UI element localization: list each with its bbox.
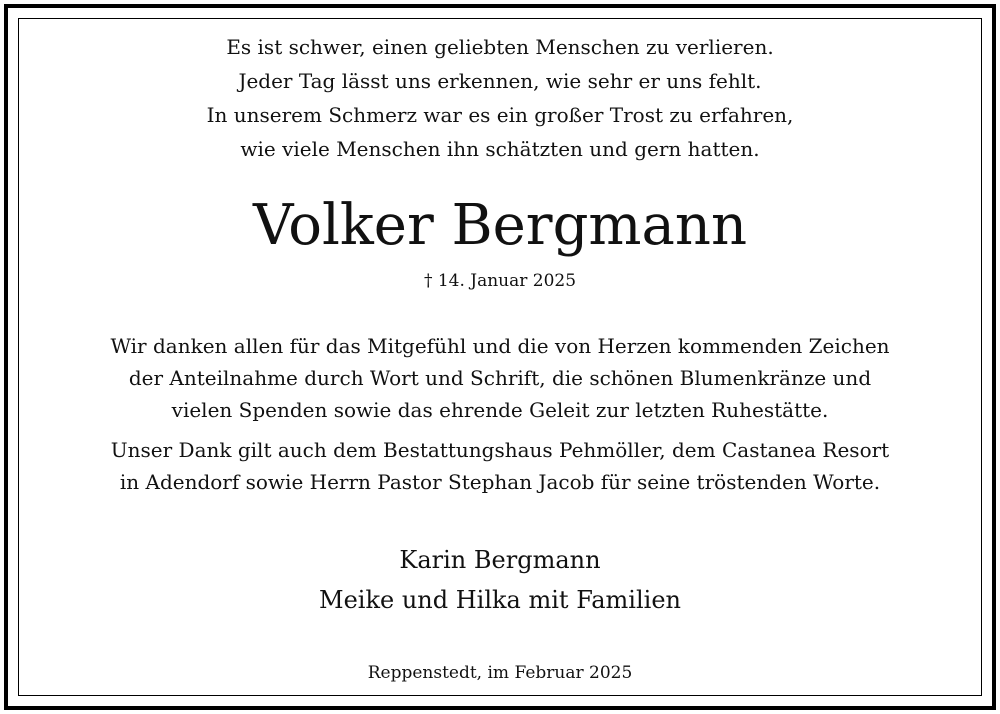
intro-line: wie viele Menschen ihn schätzten und gern hatten. — [240, 137, 760, 161]
signer-name: Meike und Hilka mit Familien — [319, 586, 681, 614]
thanks-line: der Anteilnahme durch Wort und Schrift, die schönen Blumenkränze und — [128, 366, 872, 390]
thanks-line: Wir danken allen für das Mitgefühl und die von Herzen kommenden Zeichen — [110, 334, 890, 358]
thanks-line: vielen Spenden sowie das ehrende Geleit zur letzten Ruhestätte. — [171, 398, 829, 422]
intro-line: In unserem Schmerz war es ein großer Trost zu erfahren, — [206, 103, 794, 127]
deceased-name: Volker Bergmann — [252, 193, 748, 258]
signers — [0, 540, 1000, 620]
intro-line: Jeder Tag lässt uns erkennen, wie sehr er uns fehlt. — [238, 69, 762, 93]
signer-name: Karin Bergmann — [399, 546, 601, 574]
intro-line: Es ist schwer, einen geliebten Menschen zu verlieren. — [226, 35, 774, 59]
place-and-date: Reppenstedt, im Februar 2025 — [367, 663, 633, 683]
thanks-line: Unser Dank gilt auch dem Bestattungshaus Pehmöller, dem Castanea Resort — [110, 438, 890, 462]
thanks-line: in Adendorf sowie Herrn Pastor Stephan Jacob für seine tröstenden Worte. — [119, 470, 881, 494]
intro-verse — [0, 30, 1000, 166]
thanks-paragraph-1 — [0, 330, 1000, 426]
thanks-paragraph-2 — [0, 434, 1000, 498]
death-date: † 14. Januar 2025 — [423, 271, 577, 291]
